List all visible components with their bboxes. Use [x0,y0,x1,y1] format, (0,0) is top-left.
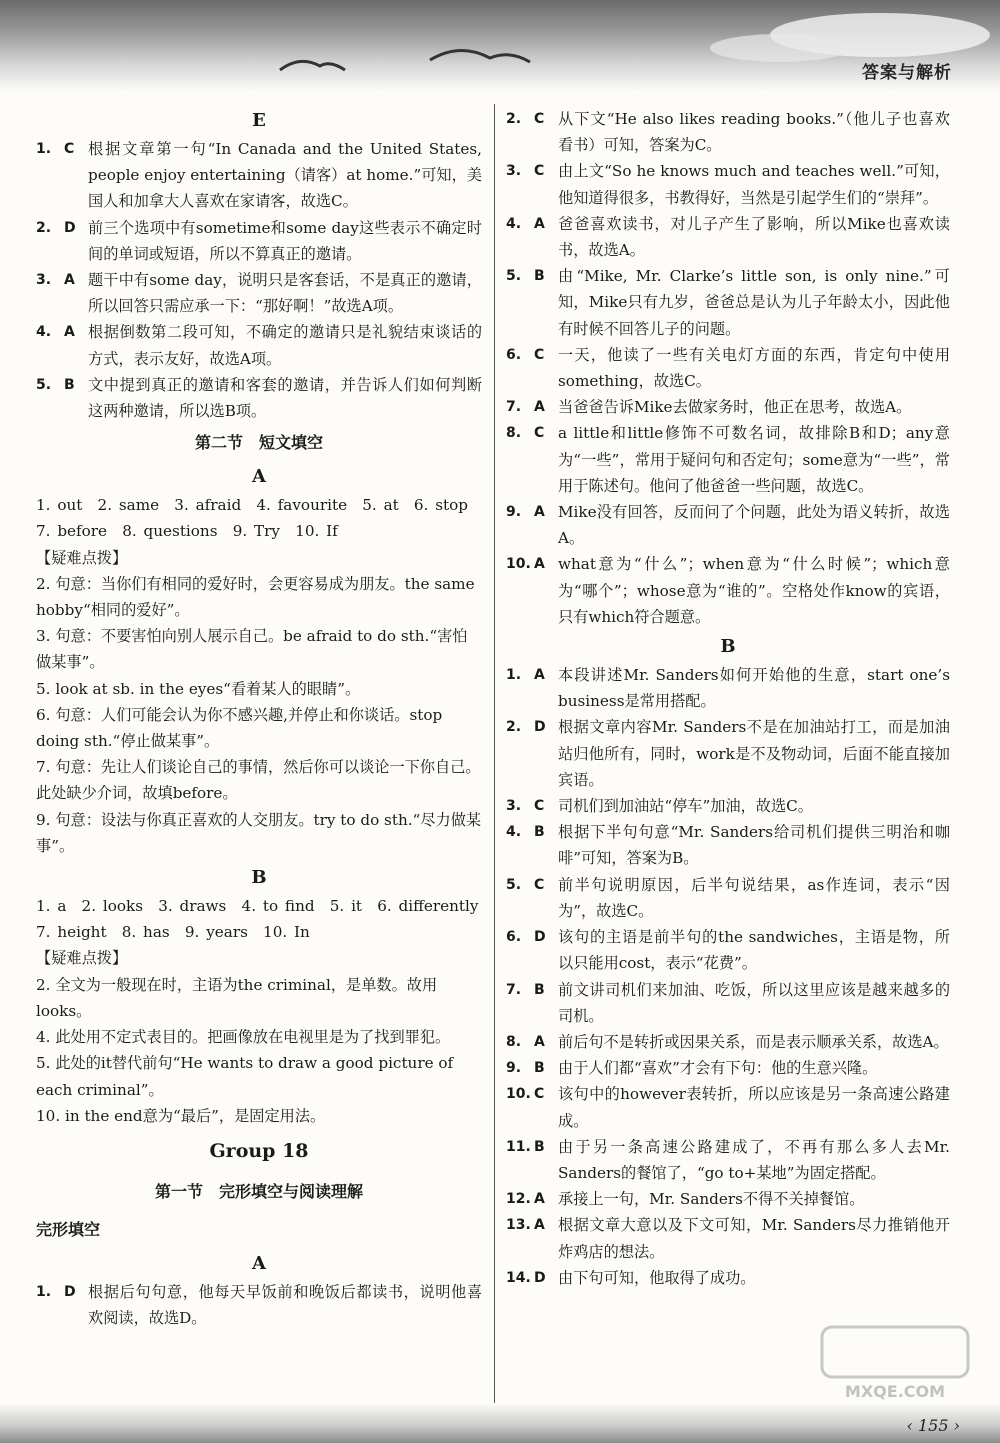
item-answer: C [534,111,545,127]
item-answer: B [534,824,545,841]
tip-item: 3. 句意：不要害怕向别人展示自己。be afraid to do sth.“害怕做某事”。 [36,627,468,672]
item-explanation: 由上文“So he knows much and teaches well.”可知，他知道得很多，书教得好，当然是引起学生们的“崇拜”。 [558,162,950,207]
item-answer: B [64,376,75,393]
item-number: 1. [506,667,522,684]
item-number: 14. [506,1269,531,1286]
item-answer: A [534,399,545,416]
answer-item [506,106,950,158]
item-number: 4. [506,824,522,841]
item-number: 2. [506,111,522,127]
item-explanation: 由“Mike, Mr. Clarke’s little son, is only nine.”可知，Mike只有九岁，爸爸总是认为儿子年龄太小，因此他有时候不回答儿子的问题。 [558,267,950,338]
item-number: 7. [506,981,522,998]
answer-item [506,924,950,976]
part-b-heading: B [251,867,267,889]
group-title: Group 18 [209,1139,309,1162]
item-number: 11. [506,1138,531,1155]
answer-item [506,662,950,714]
item-answer: C [534,876,545,893]
item-explanation: 从下文“He also likes reading books.”（他儿子也喜欢看书）可知，答案为C。 [558,110,950,155]
item-number: 6. [506,929,522,946]
section-title-2: 第二节 短文填空 [194,433,323,453]
part-b-heading: B [720,636,736,658]
header-title: 答案与解析 [862,63,952,83]
item-answer: B [534,268,545,285]
answer-item [36,215,482,267]
item-answer: C [534,798,545,815]
item-answer: A [64,272,75,289]
item-answer: C [534,1086,545,1103]
answer-item [506,793,950,819]
item-number: 4. [506,215,522,232]
page-number: ‹ 155 › [906,1416,960,1435]
tip-item: 2. 句意：当你们有相同的爱好时，会更容易成为朋友。the same hobby“相同的爱好”。 [36,574,475,620]
answers-row-2: 7. before 8. questions 9. Try 10. If [36,522,338,541]
answer-item [506,1186,950,1212]
item-explanation: 该句中的however表转折，所以应该是另一条高速公路建成。 [558,1085,950,1130]
item-explanation: 根据倒数第二段可知，不确定的邀请只是礼貌结束谈话的方式，表示友好，故选A项。 [88,323,482,368]
item-answer: B [534,981,545,998]
answer-item [506,211,950,263]
item-explanation: 根据后句句意，他每天早饭前和晚饭后都读书，说明他喜欢阅读，故选D。 [88,1282,482,1328]
part-b-list [506,662,950,1291]
answer-item [506,342,950,394]
tip-item: 6. 句意：人们可能会认为你不感兴趣,并停止和你谈话。stop doing sth.“停止做某事”。 [36,705,443,751]
item-number: 5. [506,268,522,285]
item-explanation: 由下句可知，他取得了成功。 [558,1268,756,1287]
cloud-illustration [0,0,1000,92]
item-explanation: 根据下半句句意“Mr. Sanders给司机们提供三明治和咖啡”可知，答案为B。 [558,823,950,868]
item-answer: C [534,346,545,363]
right-column [506,106,950,1291]
item-number: 10. [506,1086,531,1103]
tip-item: 10. in the end意为“最后”，是固定用法。 [36,1106,326,1125]
answers-row-1: 1. out 2. same 3. afraid 4. favourite 5. at 6. stop [36,496,468,515]
part-a2-heading: A [252,1252,266,1274]
item-explanation: 根据文章内容Mr. Sanders不是在加油站打工，而是加油站归他所有，同时，work是不及物动词，后面不能直接加宾语。 [558,718,950,789]
item-explanation: 司机们到加油站“停车”加油，故选C。 [558,797,813,816]
item-number: 7. [506,399,522,416]
tip-item: 4. 此处用不定式表目的。把画像放在电视里是为了找到罪犯。 [36,1028,451,1047]
item-answer: C [534,163,545,180]
answer-item [506,1212,950,1264]
item-explanation: 承接上一句，Mr. Sanders不得不关掉餐馆。 [558,1190,865,1209]
item-answer: D [64,219,76,236]
item-number: 9. [506,504,522,521]
answer-item [506,1081,950,1133]
item-answer: B [534,1060,545,1077]
item-explanation: 由于人们都“喜欢”才会有下句：他的生意兴隆。 [558,1059,878,1078]
item-number: 8. [506,1033,522,1050]
watermark-logo [820,1325,970,1405]
item-answer: C [64,141,75,157]
item-explanation: a little和little修饰不可数名词，故排除B和D；any意为“一些”，常用于疑问句和否定句；some意为“一些”，常用于陈述句。他问了他爸爸一些问题，故选C。 [558,424,950,495]
item-explanation: 根据文章第一句“In Canada and the United States, people enjoy entertaining（请客）at home.”可知，美国人和加拿大人喜欢在家请客，故选C。 [88,140,482,211]
item-answer: D [534,719,546,736]
tip-item: 5. look at sb. in the eyes“看着某人的眼睛”。 [36,679,361,698]
item-answer: A [64,324,75,341]
answer-item [36,319,482,371]
part-a-heading: A [252,466,266,488]
answer-item [506,263,950,342]
group-section-title: 第一节 完形填空与阅读理解 [154,1181,363,1201]
item-answer: D [534,1269,546,1286]
item-answer: A [534,1217,545,1234]
column-divider [494,104,495,1404]
item-number: 2. [36,219,52,236]
answer-item [506,158,950,210]
answer-item [506,977,950,1029]
cloze-label: 完形填空 [36,1219,101,1239]
item-number: 9. [506,1060,522,1077]
item-number: 5. [36,376,52,393]
item-answer: D [534,929,546,946]
answer-item [506,394,950,420]
tips-label: 【疑难点拨】 [36,548,128,567]
item-answer: A [534,667,545,684]
item-explanation: 由于另一条高速公路建成了，不再有那么多人去Mr. Sanders的餐馆了，“go to+某地”为固定搭配。 [558,1137,950,1182]
header-banner [0,0,1000,92]
answer-item [506,499,950,551]
answer-item [506,872,950,924]
item-number: 3. [506,798,522,815]
answer-item [506,819,950,871]
item-number: 1. [36,141,52,157]
item-answer: D [64,1283,76,1300]
item-number: 3. [506,163,522,180]
answers-row-1: 1. a 2. looks 3. draws 4. to find 5. it 6. differently [36,897,479,916]
tips-label: 【疑难点拨】 [36,949,128,968]
item-number: 13. [506,1217,531,1234]
item-explanation: 前三个选项中有sometime和some day这些表示不确定时间的单词或短语，所以不算真正的邀请。 [88,218,482,263]
item-answer: A [534,504,545,521]
section-e-list [36,136,482,424]
tip-item: 5. 此处的it替代前句“He wants to draw a good picture of each criminal”。 [36,1054,454,1099]
item-answer: A [534,1033,545,1050]
item-explanation: 前后句不是转折或因果关系，而是表示顺承关系，故选A。 [558,1032,949,1051]
item-number: 4. [36,324,52,341]
item-answer: A [534,1191,545,1208]
item-answer: C [534,425,545,442]
item-explanation: 根据文章大意以及下文可知，Mr. Sanders尽力推销他开炸鸡店的想法。 [558,1216,950,1261]
section-heading-e: E [252,110,266,131]
item-number: 1. [36,1283,52,1300]
answer-item [36,136,482,215]
tips-list [36,571,482,859]
item-explanation: 该句的主语是前半句的the sandwiches，主语是物，所以只能用cost，表示“花费”。 [558,928,950,973]
answer-item [506,714,950,793]
answer-item [36,372,482,424]
item-number: 10. [506,556,531,573]
item-explanation: what意为“什么”；when意为“什么时候”；which意为“哪个”；whose意为“谁的”。空格处作know的宾语，只有which符合题意。 [558,555,950,626]
item-explanation: 爸爸喜欢读书，对儿子产生了影响，所以Mike也喜欢读书，故选A。 [558,214,950,260]
item-answer: A [534,556,545,573]
item-explanation: 前半句说明原因，后半句说结果，as作连词，表示“因为”，故选C。 [558,875,950,920]
watermark-text: MXQE.COM [844,1382,946,1401]
item-number: 2. [506,719,522,736]
part-a2-list [36,1279,482,1331]
footer-band [0,1403,1000,1443]
answer-item [506,1265,950,1291]
item-answer: A [534,215,545,232]
answer-item [506,1055,950,1081]
item-number: 5. [506,876,522,893]
item-explanation: 一天，他读了一些有关电灯方面的东西，肯定句中使用something，故选C。 [558,345,950,391]
item-number: 8. [506,425,522,442]
answer-item [36,1279,482,1331]
item-explanation: 当爸爸告诉Mike去做家务时，他正在思考，故选A。 [558,398,912,417]
tips-list [36,972,482,1129]
tip-item: 2. 全文为一般现在时，主语为the criminal，是单数。故用looks。 [36,975,438,1020]
item-number: 6. [506,346,522,363]
tip-item: 7. 句意：先让人们谈论自己的事情，然后你可以谈论一下你自己。此处缺少介词，故填before。 [36,758,481,803]
tip-item: 9. 句意：设法与你真正喜欢的人交朋友。try to do sth.“尽力做某事”。 [36,810,482,855]
item-number: 3. [36,272,52,289]
answer-item [506,551,950,630]
item-explanation: 前文讲司机们来加油、吃饭，所以这里应该是越来越多的司机。 [558,980,950,1025]
answer-item [506,1134,950,1186]
item-explanation: 本段讲述Mr. Sanders如何开始他的生意，start one’s business是常用搭配。 [558,666,950,711]
item-explanation: 题干中有some day，说明只是客套话，不是真正的邀请，所以回答只需应承一下：“那好啊！”故选A项。 [88,271,482,316]
answers-row-2: 7. height 8. has 9. years 10. In [36,923,310,942]
part-a-continued-list [506,106,950,630]
item-explanation: 文中提到真正的邀请和客套的邀请，并告诉人们如何判断这两种邀请，所以选B项。 [88,375,482,421]
answer-item [506,1029,950,1055]
item-answer: B [534,1138,545,1155]
item-explanation: Mike没有回答，反而问了个问题，此处为语义转折，故选A。 [558,503,950,548]
left-column [36,106,482,1331]
item-number: 12. [506,1191,531,1208]
answer-item [506,420,950,499]
answer-item [36,267,482,319]
